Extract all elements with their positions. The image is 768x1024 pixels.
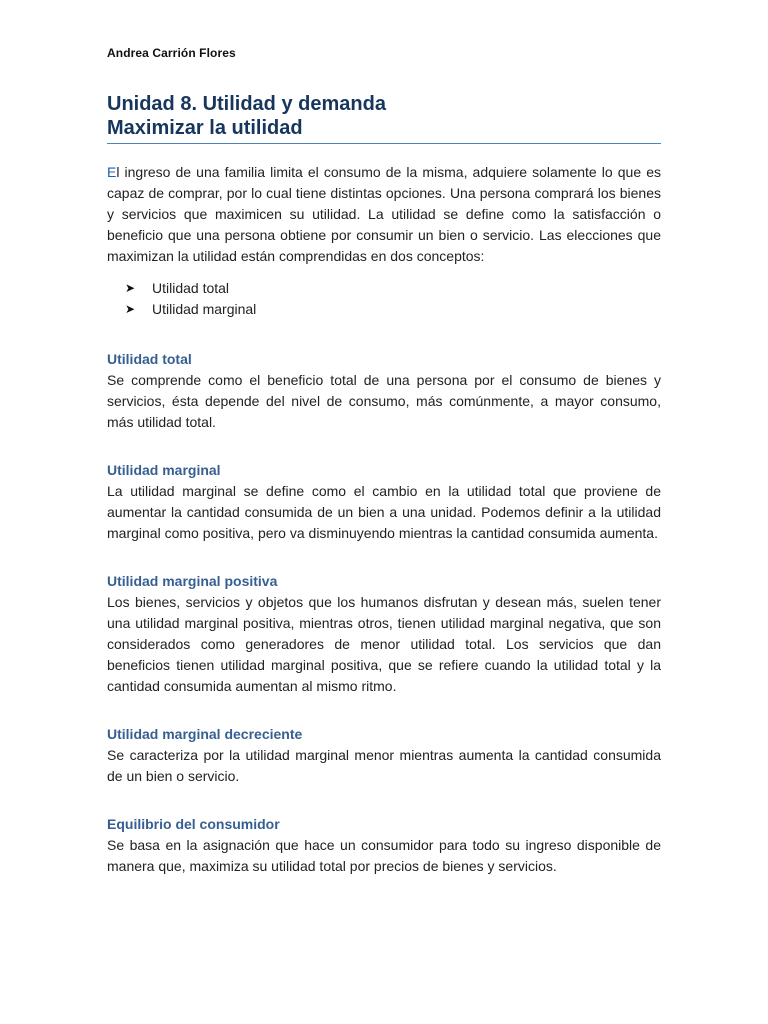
section-text: Los bienes, servicios y objetos que los humanos disfrutan y desean más, suelen tener una utilidad marginal positiva, mientras otros, tienen utilidad marginal negativa, que son considerados como generadores de menor utilidad total. Los servicios que dan beneficios tienen utilidad marginal positiva, que se refiere cuando la utilidad total y la cantidad consumida aumentan al mismo ritmo. [107, 594, 661, 694]
title-line-2: Maximizar la utilidad [107, 117, 303, 139]
section-text: Se comprende como el beneficio total de una persona por el consumo de bienes y servicios, ésta depende del nivel de consumo, más comúnmente, a mayor consumo, más utilidad total. [107, 372, 661, 430]
section-heading: Utilidad marginal decreciente [107, 726, 303, 742]
list-item-label: Utilidad marginal [152, 301, 257, 317]
title-line-1: Unidad 8. Utilidad y demanda [107, 93, 386, 115]
section-text: Se caracteriza por la utilidad marginal menor mientras aumenta la cantidad consumida de un bien o servicio. [107, 747, 661, 784]
list-item [125, 299, 661, 320]
list-item [125, 278, 661, 299]
concept-list [107, 278, 661, 320]
intro-dropcap: E [107, 164, 117, 180]
document-body [107, 162, 661, 877]
document-title [107, 92, 661, 144]
section-equilibrio-del-consumidor [107, 814, 661, 877]
section-utilidad-total [107, 349, 661, 433]
section-utilidad-marginal-decreciente [107, 724, 661, 787]
arrowhead-bullet-icon: ➤ [125, 281, 136, 295]
section-heading: Utilidad total [107, 351, 192, 367]
section-heading: Utilidad marginal positiva [107, 573, 278, 589]
author-name: Andrea Carrión Flores [107, 46, 236, 60]
section-heading: Utilidad marginal [107, 462, 221, 478]
list-item-label: Utilidad total [152, 280, 230, 296]
section-utilidad-marginal-positiva [107, 571, 661, 697]
section-heading: Equilibrio del consumidor [107, 816, 280, 832]
intro-paragraph [107, 162, 661, 267]
section-text: La utilidad marginal se define como el cambio en la utilidad total que proviene de aumentar la cantidad consumida de un bien a una unidad. Podemos definir a la utilidad marginal como positiva, pero va disminuyendo mientras la cantidad consumida aumenta. [107, 483, 661, 541]
intro-text: l ingreso de una familia limita el consumo de la misma, adquiere solamente lo que es capaz de comprar, por lo cual tiene distintas opciones. Una persona comprará los bienes y servicios que maximicen su utilidad. La utilidad se define como la satisfacción o beneficio que una persona obtiene por consumir un bien o servicio. Las elecciones que maximizan la utilidad están comprendidas en dos conceptos: [107, 164, 661, 264]
section-text: Se basa en la asignación que hace un consumidor para todo su ingreso disponible de manera que, maximiza su utilidad total por precios de bienes y servicios. [107, 837, 661, 874]
arrowhead-bullet-icon: ➤ [125, 302, 136, 316]
section-utilidad-marginal [107, 460, 661, 544]
